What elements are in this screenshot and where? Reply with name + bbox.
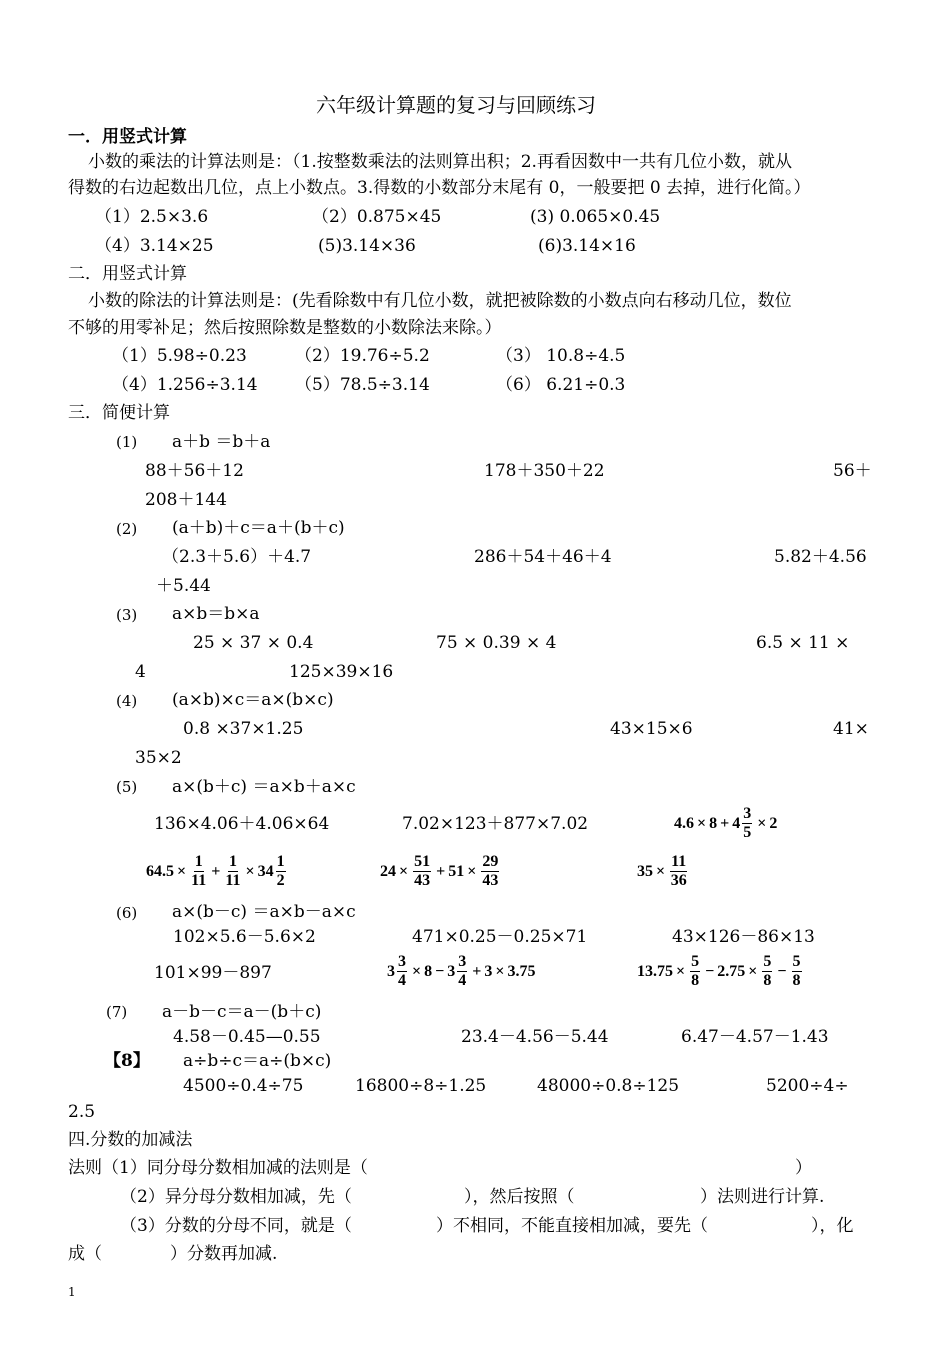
p6-fraction-expr-1: 3 $\frac{3}{4}$ × 8 − 3 3 4 + 3 × 3.75 — [387, 953, 536, 989]
p5-fraction-expr-1: 4.6 × 8 + 4 $\frac{3}{5}$ × 2 — [674, 805, 778, 841]
p3-expr-3a: 6.5 × 11 × — [756, 633, 850, 653]
law-3: a×b＝b×a — [172, 604, 260, 624]
s2-rule-line1: 小数的除法的计算法则是：(先看除数中有几位小数，就把被除数的小数点向右移动几位，数位 — [88, 291, 792, 311]
p6-expr-2: 471×0.25－0.25×71 — [412, 927, 588, 947]
s1-rule-line2: 得数的右边起数出几位，点上小数点。3.得数的小数部分末尾有 0，一般要把 0 去掉，进行化简。） — [68, 178, 811, 198]
law-2: (a＋b)＋c＝a＋(b＋c) — [172, 518, 345, 538]
p8-expr-3: 48000÷0.8÷125 — [537, 1076, 680, 1096]
s1-item-2: （2）0.875×45 — [312, 207, 442, 227]
s4-line4b: ）分数再加减. — [170, 1244, 278, 1264]
p6-fraction-expr-2: 13.75 × $\frac{5}{8}$ − 2.75 × $\frac{5}{8}$ − $\frac{5}{8}$ — [637, 953, 801, 989]
s2-rule-line2: 不够的用零补足；然后按照除数是整数的小数除法来除。） — [68, 318, 502, 338]
s2-item-5: （5）78.5÷3.14 — [295, 375, 430, 395]
s4-line4a: 成（ — [68, 1244, 102, 1264]
p7-expr-1: 4.58－0.45—0.55 — [173, 1027, 321, 1047]
s1-item-5: (5)3.14×36 — [318, 236, 416, 256]
p3-expr-2: 75 × 0.39 × 4 — [436, 633, 557, 653]
law-7-number: (7) — [106, 1003, 128, 1021]
p1-expr-2: 178＋350＋22 — [484, 461, 605, 481]
p5-fraction-expr-4: 35 × $\frac{11}{36}$ — [637, 853, 687, 889]
s2-item-2: （2）19.76÷5.2 — [295, 346, 430, 366]
law-8: a÷b÷c＝a÷(b×c) — [183, 1051, 332, 1071]
p3-expr-3b: 4 — [135, 662, 146, 682]
p6-expr-3: 43×126－86×13 — [672, 927, 815, 947]
s4-line1b: ） — [795, 1158, 812, 1178]
p4-expr-2: 43×15×6 — [610, 719, 693, 739]
p7-expr-2: 23.4－4.56－5.44 — [461, 1027, 609, 1047]
p5-expr-2: 7.02×123＋877×7.02 — [402, 814, 589, 834]
p8-expr-2: 16800÷8÷1.25 — [355, 1076, 487, 1096]
s2-item-1: （1）5.98÷0.23 — [112, 346, 247, 366]
section-1-heading: 一．用竖式计算 — [68, 127, 187, 147]
s4-line3b: ）不相同，不能直接相加减，要先（ — [436, 1216, 708, 1236]
page-number: 1 — [68, 1285, 76, 1299]
p4-expr-1: 0.8 ×37×1.25 — [183, 719, 304, 739]
p5-fraction-expr-3: 24 × $\frac{51}{43}$ + 51 × $\frac{29}{43}$ — [380, 853, 499, 889]
s4-line2c: ）法则进行计算. — [700, 1187, 825, 1207]
p2-expr-3a: 5.82＋4.56 — [774, 547, 867, 567]
law-7: a－b－c＝a－(b＋c) — [162, 1002, 322, 1022]
s1-item-4: （4）3.14×25 — [95, 236, 214, 256]
s1-item-1: （1）2.5×3.6 — [95, 207, 209, 227]
p6-expr-4: 101×99－897 — [154, 963, 272, 983]
p7-expr-3: 6.47－4.57－1.43 — [681, 1027, 829, 1047]
s4-line1a: 法则（1）同分母分数相加减的法则是（ — [68, 1158, 368, 1178]
law-4-number: (4) — [116, 692, 138, 710]
s4-line2b: ），然后按照（ — [464, 1187, 575, 1207]
p2-expr-2: 286＋54＋46＋4 — [474, 547, 612, 567]
law-5-number: (5) — [116, 778, 138, 796]
s1-item-3: (3) 0.065×0.45 — [530, 207, 661, 227]
s4-line2a: （2）异分母分数相加减，先（ — [120, 1187, 352, 1207]
p1-expr-3a: 56＋ — [833, 461, 872, 481]
p3-expr-4: 125×39×16 — [289, 662, 394, 682]
p1-expr-3b: 208＋144 — [145, 490, 227, 510]
section-3-heading: 三．简便计算 — [68, 403, 170, 423]
p6-expr-1: 102×5.6－5.6×2 — [173, 927, 316, 947]
p8-expr-4b: 2.5 — [68, 1102, 96, 1122]
p4-expr-3a: 41× — [833, 719, 869, 739]
law-3-number: (3) — [116, 606, 138, 624]
p1-expr-1: 88＋56＋12 — [145, 461, 244, 481]
law-6-number: (6) — [116, 904, 138, 922]
p3-expr-1: 25 × 37 × 0.4 — [193, 633, 314, 653]
p4-expr-3b: 35×2 — [135, 748, 182, 768]
s2-item-6: （6） 6.21÷0.3 — [496, 375, 626, 395]
section-4-heading: 四.分数的加减法 — [68, 1130, 193, 1150]
p2-expr-1: （2.3＋5.6）＋4.7 — [162, 547, 312, 567]
law-8-number: 【8】 — [104, 1051, 150, 1071]
s4-line3c: ），化 — [811, 1216, 854, 1236]
law-6: a×(b－c) ＝a×b－a×c — [172, 902, 356, 922]
s2-item-3: （3） 10.8÷4.5 — [496, 346, 626, 366]
s1-item-6: (6)3.14×16 — [538, 236, 636, 256]
s1-rule-line1: 小数的乘法的计算法则是：（1.按整数乘法的法则算出积；2.再看因数中一共有几位小数，就从 — [88, 152, 792, 172]
p5-fraction-expr-2: 64.5 × $\frac{1}{11}$ + $\frac{1}{11}$ × 34 1 2 — [146, 853, 285, 889]
law-2-number: (2) — [116, 520, 138, 538]
law-5: a×(b＋c) ＝a×b＋a×c — [172, 777, 356, 797]
law-4: (a×b)×c＝a×(b×c) — [172, 690, 334, 710]
law-1-number: (1) — [116, 433, 138, 451]
p8-expr-4a: 5200÷4÷ — [766, 1076, 849, 1096]
p5-expr-1: 136×4.06＋4.06×64 — [154, 814, 330, 834]
page-title: 六年级计算题的复习与回顾练习 — [316, 93, 596, 117]
p2-expr-3b: ＋5.44 — [156, 576, 211, 596]
law-1: a＋b ＝b＋a — [172, 432, 271, 452]
s4-line3a: （3）分数的分母不同，就是（ — [120, 1216, 352, 1236]
p8-expr-1: 4500÷0.4÷75 — [183, 1076, 304, 1096]
section-2-heading: 二．用竖式计算 — [68, 264, 187, 284]
s2-item-4: （4）1.256÷3.14 — [112, 375, 258, 395]
